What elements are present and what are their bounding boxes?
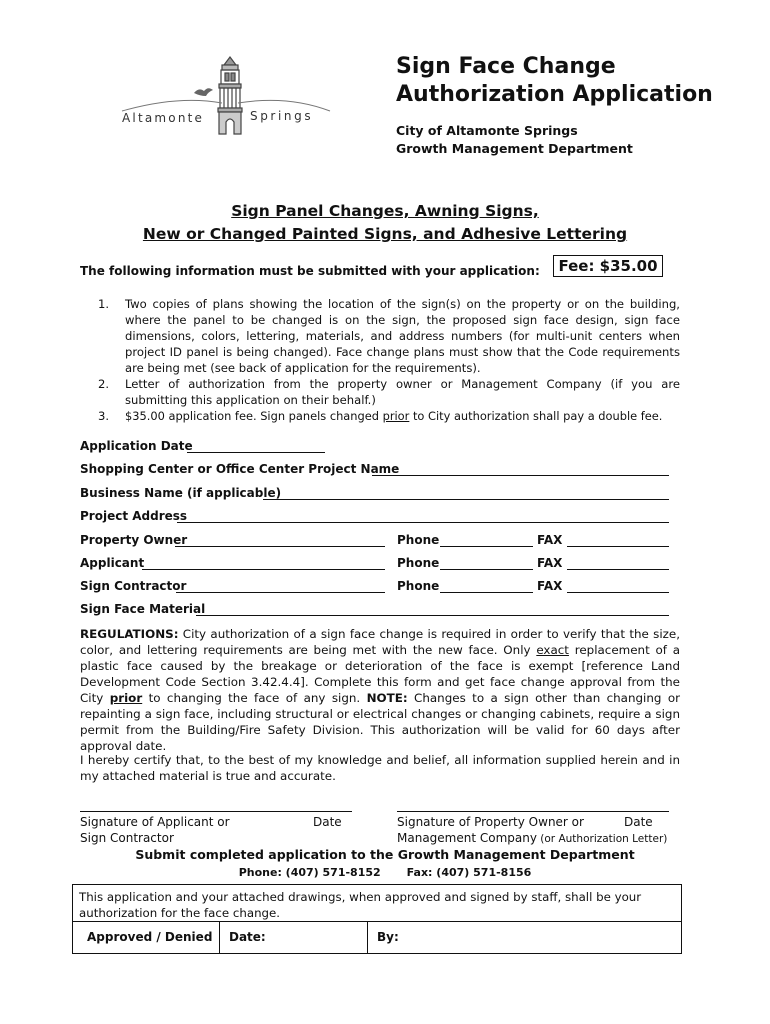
regulations-paragraph: REGULATIONS: City authorization of a sign face change is required in order to verify that the size, color, and lettering requirements are being met with the new face. Only exact replacement of a plastic face caused by the breakage or deterioration of the face is exempt [reference Land Development Code Section 3.42.4.4]. Complete this form and get face change approval from the City prior to changing the face of any sign. NOTE: Changes to a sign other than changing or repainting a sign face, including structural or electrical changes or changing cabinets, require a sign permit from the Building/Fire Safety Division. This authorization will be valid for 60 days after approval date. (80, 627, 680, 753)
sign-face-material-field[interactable] (196, 615, 669, 616)
city-name: City of Altamonte Springs (396, 123, 578, 138)
property-owner-fax-field[interactable] (567, 546, 669, 547)
requirement-number: 3. (98, 409, 110, 423)
approval-box-text: This application and your attached drawings, when approved and signed by staff, shall be your authorization for the face change. (79, 890, 642, 920)
requirement-item (80, 408, 680, 424)
requirement-item (80, 296, 680, 376)
city-logo (118, 55, 333, 140)
owner-signature-label: Signature of Property Owner or (397, 815, 584, 829)
sign-contractor-label: Sign Contractor (80, 579, 187, 593)
sign-contractor-fax-field[interactable] (567, 592, 669, 593)
project-address-field[interactable] (177, 522, 669, 523)
project-name-field[interactable] (372, 475, 669, 476)
applicant-field[interactable] (142, 569, 385, 570)
sign-contractor-phone-field[interactable] (440, 592, 533, 593)
property-owner-label: Property Owner (80, 533, 188, 547)
logo-text-right: Springs (250, 109, 314, 123)
application-date-field[interactable] (187, 452, 325, 453)
sign-face-material-label: Sign Face Material (80, 602, 206, 616)
fax-label: FAX (537, 556, 563, 570)
applicant-fax-field[interactable] (567, 569, 669, 570)
phone-label: Phone (397, 556, 440, 570)
approved-by-label: By: (377, 930, 399, 944)
property-owner-field[interactable] (175, 546, 385, 547)
requirement-text: $35.00 application fee. Sign panels changed prior to City authorization shall pay a double fee. (125, 409, 663, 423)
applicant-date-label: Date (313, 815, 342, 829)
applicant-label: Applicant (80, 556, 145, 570)
business-name-field[interactable] (263, 499, 669, 500)
applicant-signature-label-2: Sign Contractor (80, 831, 174, 845)
subtitle-line1: Sign Panel Changes, Awning Signs, (231, 202, 539, 220)
contact-info (0, 866, 770, 879)
clock-tower-icon (118, 55, 333, 140)
bird-icon (194, 88, 213, 96)
requirement-item (80, 376, 680, 408)
application-date-label: Application Date (80, 439, 193, 453)
owner-signature-field[interactable] (397, 811, 669, 812)
phone-number: Phone: (407) 571-8152 (238, 866, 381, 879)
approval-date-label: Date: (229, 930, 266, 944)
phone-label: Phone (397, 533, 440, 547)
applicant-phone-field[interactable] (440, 569, 533, 570)
page-title-line1: Sign Face Change (396, 54, 616, 79)
intro-text: The following information must be submitted with your application: (80, 264, 540, 278)
staff-approval-box (72, 884, 682, 954)
approved-denied-label: Approved / Denied (87, 930, 213, 944)
approval-row (73, 921, 681, 954)
subtitle-line2: New or Changed Painted Signs, and Adhesive Lettering (142, 225, 628, 243)
applicant-signature-field[interactable] (80, 811, 352, 812)
property-owner-phone-field[interactable] (440, 546, 533, 547)
project-address-label: Project Address (80, 509, 188, 523)
requirement-text: Two copies of plans showing the location of the sign(s) on the property or on the building, where the panel to be changed is on the sign, the proposed sign face design, sign face dimensions, colors, lettering, materials, and address numbers (for multi-unit centers when project ID panel is being changed). Face change plans must show that the Code requirements are being met (see back of application for the requirements). (125, 297, 680, 375)
department-name: Growth Management Department (396, 141, 633, 156)
owner-date-label: Date (624, 815, 653, 829)
applicant-signature-label: Signature of Applicant or (80, 815, 230, 829)
phone-label: Phone (397, 579, 440, 593)
certification-paragraph: I hereby certify that, to the best of my knowledge and belief, all information supplied herein and in my attached material is true and accurate. (80, 753, 680, 783)
fax-number: Fax: (407) 571-8156 (406, 866, 532, 879)
project-name-label: Shopping Center or Office Center Project Name (80, 462, 400, 476)
page-title-line2: Authorization Application (396, 82, 713, 107)
logo-text-left: Altamonte (122, 111, 205, 125)
fee-box: Fee: $35.00 (553, 255, 663, 277)
fax-label: FAX (537, 533, 563, 547)
requirement-number: 1. (98, 297, 110, 311)
business-name-label: Business Name (if applicable) (80, 486, 282, 500)
fax-label: FAX (537, 579, 563, 593)
sign-contractor-field[interactable] (176, 592, 385, 593)
owner-signature-label-2: Management Company (or Authorization Letter) (397, 831, 668, 845)
requirement-number: 2. (98, 377, 110, 391)
submit-instruction: Submit completed application to the Growth Management Department (135, 847, 635, 862)
requirement-text: Letter of authorization from the property owner or Management Company (if you are submitting this application on their behalf.) (125, 377, 680, 407)
